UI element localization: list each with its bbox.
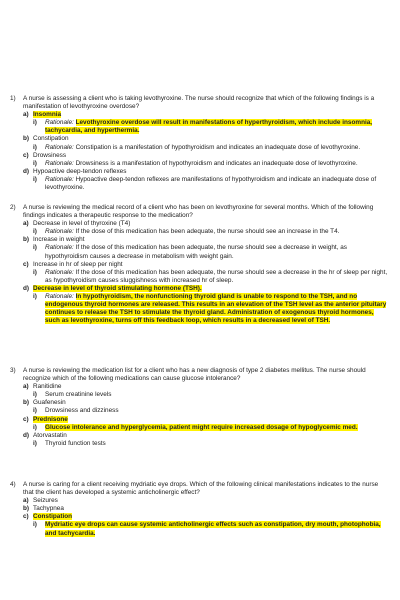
note-number: i) bbox=[33, 521, 37, 529]
rationale-d bbox=[33, 293, 390, 325]
question-stem: A nurse is assessing a client who is taking levothyroxine. The nurse should recognize that which of the following findings is a manifestation of levothyroxine overdose? bbox=[23, 95, 375, 111]
option-a bbox=[23, 220, 390, 228]
rationale-number: i) bbox=[33, 293, 37, 301]
note-number: i) bbox=[33, 423, 37, 431]
rationale-a bbox=[33, 119, 390, 135]
rationale-number: i) bbox=[33, 228, 37, 236]
option-letter: a) bbox=[23, 111, 29, 119]
question-stem: A nurse is reviewing the medication list for a client who has a new diagnosis of type 2 diabetes mellitus. The nurse should recognize which of the following medications can cause glucose intolerance? bbox=[23, 367, 366, 383]
option-letter: c) bbox=[23, 260, 29, 268]
option-letter: d) bbox=[23, 431, 30, 439]
option-d bbox=[23, 168, 390, 176]
note-text: Glucose intolerance and hyperglycemia, patient might require increased dosage of hypoglycemic med. bbox=[45, 423, 358, 431]
note-text: Drowsiness and dizziness bbox=[45, 407, 119, 415]
note-number: i) bbox=[33, 391, 37, 399]
question-1 bbox=[10, 95, 390, 192]
question-number: 1) bbox=[10, 95, 16, 102]
option-letter: c) bbox=[23, 151, 29, 159]
option-text: Drowsiness bbox=[33, 151, 67, 159]
rationale-c bbox=[33, 160, 390, 168]
rationale-number: i) bbox=[33, 175, 37, 183]
rationale-label: Rationale: bbox=[45, 119, 74, 127]
option-letter: b) bbox=[23, 399, 30, 407]
option-letter: d) bbox=[23, 284, 30, 292]
rationale-label: Rationale: bbox=[45, 244, 74, 252]
option-letter: b) bbox=[23, 505, 30, 513]
option-a bbox=[23, 383, 390, 391]
question-stem: A nurse is reviewing the medical record of a client who has been on levothyroxine for several months. Which of the following findings indicates a therapeutic response to the medication? bbox=[23, 204, 374, 220]
option-text: Hypoactive deep-tendon reflexes bbox=[33, 167, 127, 175]
option-text: Tachypnea bbox=[33, 505, 64, 513]
option-b bbox=[23, 399, 390, 407]
note-number: i) bbox=[33, 439, 37, 447]
rationale-number: i) bbox=[33, 159, 37, 167]
question-3 bbox=[10, 367, 390, 448]
rationale-b bbox=[33, 244, 390, 260]
rationale-text: If the dose of this medication has been adequate, the nurse should see an increase in the T4. bbox=[75, 228, 340, 236]
question-stem: A nurse is caring for a client receiving mydriatic eye drops. Which of the following clinical manifestations indicates to the nurse that the client has developed a systemic anticholinergic effect? bbox=[23, 481, 379, 497]
option-b bbox=[23, 135, 390, 143]
question-4 bbox=[10, 481, 390, 538]
rationale-number: i) bbox=[33, 244, 37, 252]
option-c bbox=[23, 261, 390, 269]
option-text: Decrease in level of thyroxine (T4) bbox=[33, 220, 131, 228]
rationale-number: i) bbox=[33, 143, 37, 151]
note-c bbox=[33, 521, 390, 537]
option-text: Ranitidine bbox=[33, 383, 62, 391]
rationale-number: i) bbox=[33, 119, 37, 127]
option-text: Atorvastatin bbox=[33, 431, 67, 439]
option-text: Prednisone bbox=[33, 415, 68, 423]
option-d bbox=[23, 432, 390, 440]
rationale-c bbox=[33, 269, 390, 285]
option-letter: b) bbox=[23, 135, 30, 143]
question-number: 4) bbox=[10, 481, 16, 488]
note-d bbox=[33, 440, 390, 448]
rationale-number: i) bbox=[33, 268, 37, 276]
rationale-a bbox=[33, 228, 390, 236]
note-b bbox=[33, 407, 390, 415]
option-letter: c) bbox=[23, 415, 29, 423]
rationale-label: Rationale: bbox=[45, 143, 74, 151]
option-d bbox=[23, 285, 390, 293]
note-c bbox=[33, 424, 390, 432]
rationale-label: Rationale: bbox=[45, 293, 74, 301]
option-text: Guafenesin bbox=[33, 399, 66, 407]
option-text: Decrease in level of thyroid stimulating hormone (TSH). bbox=[33, 284, 202, 292]
rationale-text: If the dose of this medication has been adequate, the nurse should see a decrease in the hr of sleep per night, as hypothyroidism causes sluggishness with increased hr of sleep. bbox=[45, 268, 388, 284]
question-2 bbox=[10, 204, 390, 325]
option-text: Increase in weight bbox=[33, 236, 85, 244]
rationale-text: Constipation is a manifestation of hypothyroidism and indicates an inadequate dose of levothyroxine. bbox=[75, 143, 361, 151]
rationale-text: Hypoactive deep-tendon reflexes are manifestations of hypothyroidism and indicate an inadequate dose of levothyroxine. bbox=[45, 175, 377, 192]
note-text: Serum creatinine levels bbox=[45, 391, 112, 399]
option-letter: a) bbox=[23, 383, 29, 391]
option-text: Constipation bbox=[33, 135, 69, 143]
rationale-label: Rationale: bbox=[45, 175, 74, 183]
option-a bbox=[23, 111, 390, 119]
option-c bbox=[23, 152, 390, 160]
option-c bbox=[23, 513, 390, 521]
rationale-d bbox=[33, 176, 390, 192]
note-a bbox=[33, 391, 390, 399]
question-number: 2) bbox=[10, 204, 16, 211]
option-text: Constipation bbox=[33, 513, 73, 521]
note-text: Mydriatic eye drops can cause systemic anticholinergic effects such as constipation, dry mouth, photophobia, and tachycardia. bbox=[45, 521, 381, 537]
option-text: Seizures bbox=[33, 497, 58, 505]
option-text: Increase in hr of sleep per night bbox=[33, 260, 123, 268]
rationale-b bbox=[33, 144, 390, 152]
rationale-label: Rationale: bbox=[45, 268, 74, 276]
note-number: i) bbox=[33, 407, 37, 415]
option-text: Insomnia bbox=[33, 111, 62, 119]
option-c bbox=[23, 416, 390, 424]
rationale-label: Rationale: bbox=[45, 159, 74, 167]
option-letter: b) bbox=[23, 236, 30, 244]
option-b bbox=[23, 236, 390, 244]
rationale-label: Rationale: bbox=[45, 228, 74, 236]
rationale-text: Levothyroxine overdose will result in manifestations of hyperthyroidism, which include insomnia, tachycardia, and hyperthermia. bbox=[45, 119, 373, 135]
rationale-text: Drowsiness is a manifestation of hypothyroidism and indicates an inadequate dose of levothyroxine. bbox=[75, 159, 358, 167]
option-letter: c) bbox=[23, 513, 29, 521]
rationale-text: If the dose of this medication has been adequate, the nurse should see a decrease in weight, as hypothyroidism causes a decrease in metabolism with weight gain. bbox=[45, 244, 347, 260]
question-number: 3) bbox=[10, 367, 16, 374]
rationale-text: In hypothyroidism, the nonfunctioning thyroid gland is unable to respond to the TSH, and no endogenous thyroid hormones are released. This results in an elevation of the TSH level as the anterior pituitary continues to release the TSH to stimulate the thyroid gland. Administration of exogenous thyroid hormones, such as levothyroxine, turns off this feedback loop, which results in a decreased level of TSH. bbox=[45, 293, 387, 325]
option-letter: a) bbox=[23, 497, 29, 505]
note-text: Thyroid function tests bbox=[45, 439, 106, 447]
option-a bbox=[23, 497, 390, 505]
option-b bbox=[23, 505, 390, 513]
option-letter: a) bbox=[23, 220, 29, 228]
option-letter: d) bbox=[23, 167, 30, 175]
